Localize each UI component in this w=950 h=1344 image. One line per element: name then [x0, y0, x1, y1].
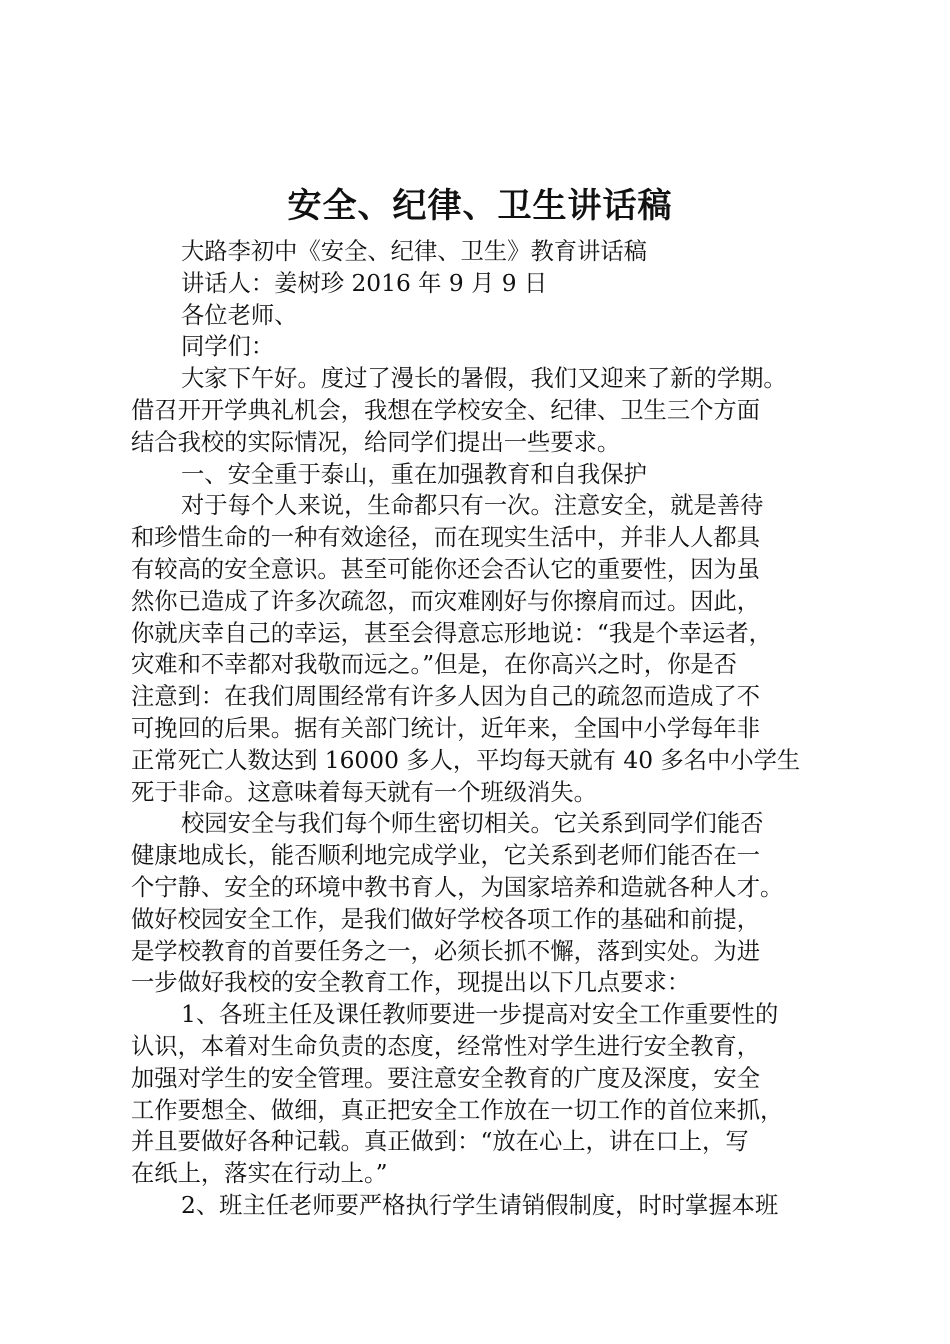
text-line: 注意到：在我们周围经常有许多人因为自己的疏忽而造成了不 [131, 683, 761, 711]
text-line: 大家下午好。度过了漫长的暑假，我们又迎来了新的学期。 [181, 365, 787, 393]
text-line: 各位老师、 [181, 301, 298, 329]
text-line: 校园安全与我们每个师生密切相关。它关系到同学们能否 [181, 810, 764, 838]
text-line: 健康地成长，能否顺利地完成学业，它关系到老师们能否在一 [131, 842, 761, 870]
text-line: 然你已造成了许多次疏忽，而灾难刚好与你擦肩而过。因此， [131, 587, 761, 615]
text-line: 个宁静、安全的环境中教书育人，为国家培养和造就各种人才。 [131, 873, 784, 901]
text-line: 借召开开学典礼机会，我想在学校安全、纪律、卫生三个方面 [131, 396, 761, 424]
text-line: 在纸上，落实在行动上。” [131, 1160, 388, 1188]
text-line: 一、安全重于泰山，重在加强教育和自我保护 [181, 460, 647, 488]
text-line: 有较高的安全意识。甚至可能你还会否认它的重要性，因为虽 [131, 555, 761, 583]
text-line: 灾难和不幸都对我敬而远之。”但是，在你高兴之时，你是否 [131, 651, 737, 679]
text-line: 认识，本着对生命负责的态度，经常性对学生进行安全教育， [131, 1032, 761, 1060]
text-line: 讲话人：姜树珍 2016 年 9 月 9 日 [181, 269, 548, 297]
text-line: 同学们： [181, 333, 275, 361]
document-body [131, 236, 851, 1222]
text-line: 正常死亡人数达到 16000 多人，平均每天就有 40 多名中小学生 [131, 746, 801, 774]
text-line: 和珍惜生命的一种有效途径，而在现实生活中，并非人人都具 [131, 524, 761, 552]
text-line: 你就庆幸自己的幸运，甚至会得意忘形地说：“我是个幸运者， [131, 619, 772, 647]
text-line: 死于非命。这意味着每天就有一个班级消失。 [131, 778, 597, 806]
document-title: 安全、纪律、卫生讲话稿 [287, 186, 673, 226]
text-line: 是学校教育的首要任务之一，必须长抓不懈，落到实处。为进 [131, 937, 761, 965]
text-line: 并且要做好各种记载。真正做到：“放在心上，讲在口上，写 [131, 1128, 749, 1156]
text-line: 可挽回的后果。据有关部门统计，近年来，全国中小学每年非 [131, 714, 761, 742]
text-line: 大路李初中《安全、纪律、卫生》教育讲话稿 [181, 238, 647, 265]
text-line: 对于每个人来说，生命都只有一次。注意安全，就是善待 [181, 492, 764, 520]
text-line: 一步做好我校的安全教育工作，现提出以下几点要求： [131, 969, 691, 997]
text-line: 2、班主任老师要严格执行学生请销假制度，时时掌握本班 [181, 1191, 779, 1219]
text-line: 1、各班主任及课任教师要进一步提高对安全工作重要性的 [181, 1001, 779, 1029]
text-line: 做好校园安全工作，是我们做好学校各项工作的基础和前提， [131, 905, 761, 933]
text-line: 结合我校的实际情况，给同学们提出一些要求。 [131, 428, 621, 456]
text-line: 加强对学生的安全管理。要注意安全教育的广度及深度，安全 [131, 1064, 761, 1092]
text-line: 工作要想全、做细，真正把安全工作放在一切工作的首位来抓， [131, 1096, 784, 1124]
